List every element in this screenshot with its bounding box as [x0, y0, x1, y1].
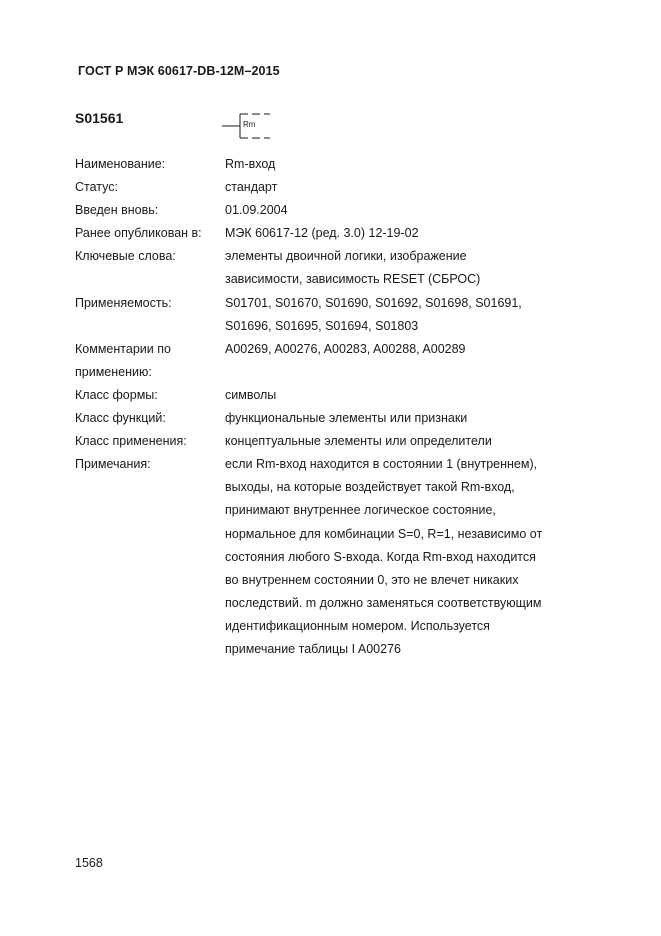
field-value: если Rm-вход находится в состоянии 1 (внутреннем), выходы, на которые воздействует такой Rm-вход, принимают внутреннее логическое состояние, нормальное для комбинации S=0, R=1, независимо от состояния любого S-входа. Когда Rm-вход находится во внутреннем состоянии 0, это не влечет никаких последствий. m должно заменяться соответствующим идентификационным номером. Используется примечание таблицы I A00276: [225, 457, 543, 656]
field-label: Применяемость:: [75, 295, 172, 310]
entry-fields: [75, 153, 595, 661]
field-label: Класс применения:: [75, 434, 187, 449]
field-value: Rm-вход: [225, 157, 276, 171]
symbol-graphic: [222, 108, 282, 142]
page-number: 1568: [75, 856, 103, 870]
symbol-label: Rm: [243, 120, 256, 129]
field-row: [75, 338, 595, 384]
field-label: Комментарии по применению:: [75, 341, 171, 379]
field-value: функциональные элементы или признаки: [225, 411, 468, 426]
field-label: Статус:: [75, 180, 118, 195]
document-header: ГОСТ Р МЭК 60617-DB-12M–2015: [78, 64, 280, 78]
field-value: элементы двоичной логики, изображение зависимости, зависимость RESET (СБРОС): [225, 249, 481, 287]
field-value: стандарт: [225, 180, 278, 195]
field-value: концептуальные элементы или определители: [225, 434, 492, 449]
field-label: Ключевые слова:: [75, 249, 176, 264]
field-row: [75, 453, 595, 661]
field-value: S01701, S01670, S01690, S01692, S01698, S01691, S01696, S01695, S01694, S01803: [225, 295, 522, 333]
field-value: A00269, A00276, A00283, A00288, A00289: [225, 341, 466, 356]
field-label: Наименование:: [75, 157, 166, 171]
field-row: [75, 222, 595, 245]
field-row: [75, 407, 595, 430]
field-row: [75, 430, 595, 453]
field-value: 01.09.2004: [225, 203, 288, 218]
field-label: Примечания:: [75, 457, 151, 472]
field-label: Класс функций:: [75, 411, 166, 426]
field-label: Класс формы:: [75, 387, 158, 402]
field-row: [75, 384, 595, 407]
field-row: [75, 292, 595, 338]
symbol-code: S01561: [75, 110, 124, 126]
field-label: Ранее опубликован в:: [75, 226, 202, 241]
field-row: [75, 199, 595, 222]
field-value: символы: [225, 387, 277, 402]
field-label: Введен вновь:: [75, 203, 159, 218]
field-row: [75, 245, 595, 291]
field-value: МЭК 60617-12 (ред. 3.0) 12-19-02: [225, 226, 419, 241]
field-row: [75, 176, 595, 199]
field-row: [75, 153, 595, 176]
